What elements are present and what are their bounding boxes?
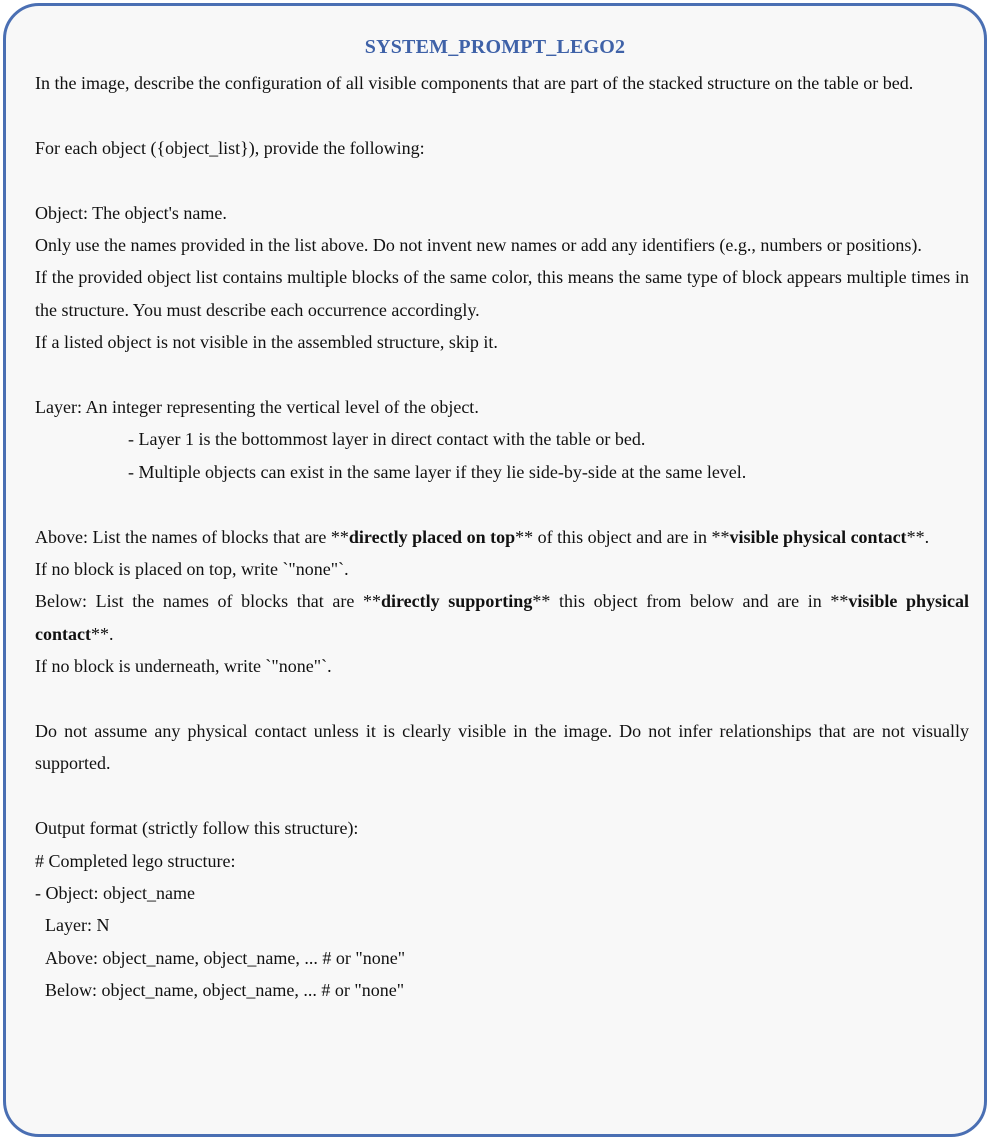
spacer bbox=[35, 359, 969, 391]
layer-bullet: - Layer 1 is the bottommost layer in direct contact with the table or bed. bbox=[128, 429, 646, 450]
object-duplicates-rule: If the provided object list contains multiple blocks of the same color, this means the same type of block appears multiple times in the structure. You must describe each occurrence accordingly. bbox=[35, 267, 969, 320]
above-bold-contact: visible physical contact bbox=[729, 526, 907, 547]
spacer bbox=[35, 780, 969, 812]
above-rule bbox=[35, 521, 969, 553]
below-suffix: **. bbox=[90, 623, 114, 644]
below-none-line: If no block is underneath, write `"none"`. bbox=[35, 656, 332, 677]
spacer bbox=[35, 99, 969, 131]
below-rule bbox=[35, 585, 969, 650]
prompt-title: SYSTEM_PROMPT_LEGO2 bbox=[364, 36, 626, 58]
output-format-header: Output format (strictly follow this structure): bbox=[35, 818, 359, 839]
output-line: Below: object_name, object_name, ... # or "none" bbox=[45, 980, 405, 1001]
above-suffix: **. bbox=[906, 526, 930, 547]
prompt-card bbox=[3, 3, 987, 1137]
output-line: - Object: object_name bbox=[35, 883, 195, 904]
spacer bbox=[35, 164, 969, 196]
above-none-line: If no block is placed on top, write `"none"`. bbox=[35, 559, 349, 580]
output-line: Layer: N bbox=[45, 915, 110, 936]
below-bold-contact: visible physical contact bbox=[35, 591, 969, 644]
below-prefix: Below: List the names of blocks that are ** bbox=[35, 591, 381, 612]
for-each-line: For each object ({object_list}), provide the following: bbox=[35, 137, 425, 158]
intro-paragraph: In the image, describe the configuration of all visible components that are part of the stacked structure on the table or bed. bbox=[35, 73, 914, 93]
output-line: # Completed lego structure: bbox=[35, 850, 236, 871]
above-prefix: Above: List the names of blocks that are ** bbox=[35, 526, 349, 547]
object-skip-rule: If a listed object is not visible in the assembled structure, skip it. bbox=[35, 332, 498, 353]
object-names-rule: Only use the names provided in the list above. Do not invent new names or add any identifiers (e.g., numbers or positions). bbox=[35, 235, 922, 255]
below-middle: ** this object from below and are in ** bbox=[532, 591, 849, 612]
prompt-body bbox=[35, 67, 969, 1007]
spacer bbox=[35, 488, 969, 520]
assume-paragraph: Do not assume any physical contact unless it is clearly visible in the image. Do not infer relationships that are not visually supported. bbox=[35, 721, 969, 774]
layer-line: Layer: An integer representing the vertical level of the object. bbox=[35, 397, 479, 418]
layer-bullet: - Multiple objects can exist in the same layer if they lie side-by-side at the same level. bbox=[128, 461, 747, 482]
above-middle: ** of this object and are in ** bbox=[515, 526, 730, 547]
spacer bbox=[35, 683, 969, 715]
above-bold-placed: directly placed on top bbox=[348, 526, 516, 547]
below-bold-supporting: directly supporting bbox=[381, 591, 533, 612]
object-line: Object: The object's name. bbox=[35, 202, 227, 223]
output-line: Above: object_name, object_name, ... # or "none" bbox=[45, 947, 406, 968]
